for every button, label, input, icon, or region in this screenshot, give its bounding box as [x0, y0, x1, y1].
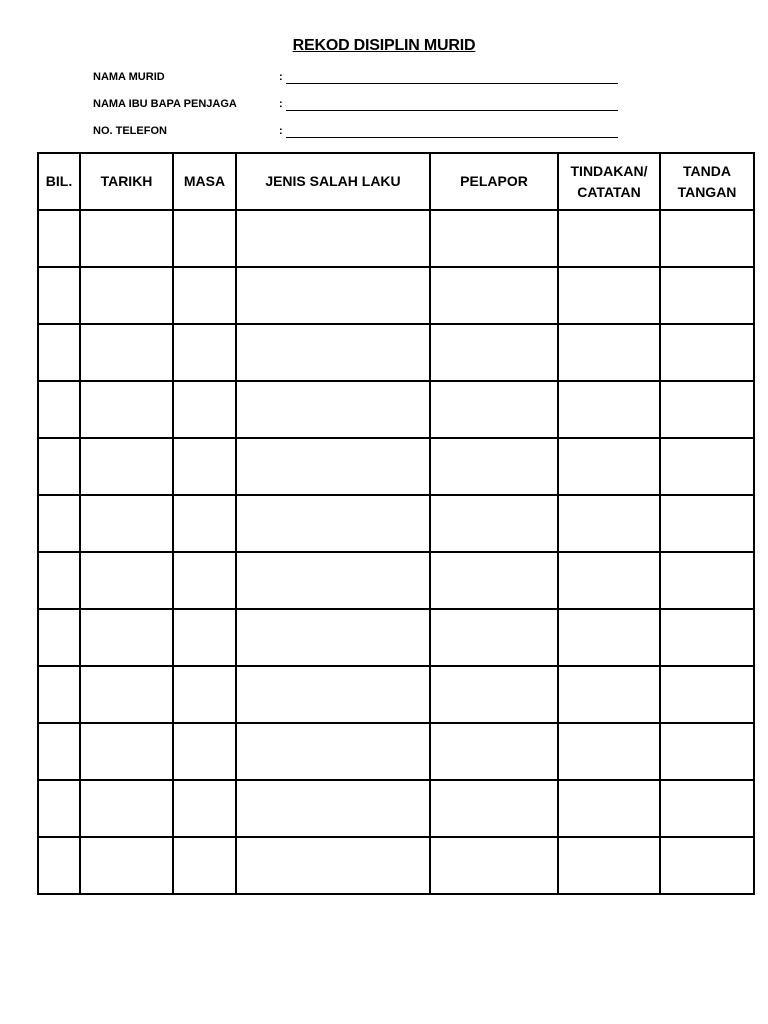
cell-bil[interactable]	[38, 495, 80, 552]
cell-bil[interactable]	[38, 267, 80, 324]
cell-bil[interactable]	[38, 438, 80, 495]
header-tanda-line1: TANDA	[683, 162, 731, 179]
table-row	[38, 267, 754, 324]
table-row	[38, 552, 754, 609]
cell-pelapor[interactable]	[430, 324, 558, 381]
cell-jenis-salah-laku[interactable]	[236, 552, 430, 609]
cell-pelapor[interactable]	[430, 780, 558, 837]
cell-bil[interactable]	[38, 552, 80, 609]
cell-pelapor[interactable]	[430, 609, 558, 666]
cell-masa[interactable]	[173, 666, 236, 723]
info-label-nama-murid: NAMA MURID	[93, 71, 165, 83]
cell-masa[interactable]	[173, 381, 236, 438]
cell-bil[interactable]	[38, 837, 80, 894]
cell-pelapor[interactable]	[430, 552, 558, 609]
nama-ibu-bapa-field-line[interactable]	[286, 110, 618, 111]
cell-jenis-salah-laku[interactable]	[236, 780, 430, 837]
header-pelapor: PELAPOR	[430, 153, 558, 210]
header-tanda-tangan	[660, 153, 754, 210]
cell-masa[interactable]	[173, 495, 236, 552]
cell-pelapor[interactable]	[430, 267, 558, 324]
cell-jenis-salah-laku[interactable]	[236, 324, 430, 381]
header-tindakan-line1: TINDAKAN/	[570, 162, 648, 179]
discipline-record-table	[37, 152, 755, 895]
cell-tanda-tangan[interactable]	[660, 324, 754, 381]
cell-masa[interactable]	[173, 780, 236, 837]
table-row	[38, 324, 754, 381]
table-row	[38, 723, 754, 780]
cell-tindakan-catatan[interactable]	[558, 495, 660, 552]
table-row	[38, 381, 754, 438]
cell-pelapor[interactable]	[430, 381, 558, 438]
table-row	[38, 210, 754, 267]
cell-tindakan-catatan[interactable]	[558, 837, 660, 894]
cell-pelapor[interactable]	[430, 723, 558, 780]
info-label-nama-ibu-bapa: NAMA IBU BAPA PENJAGA	[93, 98, 237, 110]
cell-jenis-salah-laku[interactable]	[236, 438, 430, 495]
info-row-nama-murid	[93, 71, 623, 87]
table-row	[38, 438, 754, 495]
cell-jenis-salah-laku[interactable]	[236, 267, 430, 324]
cell-masa[interactable]	[173, 723, 236, 780]
cell-jenis-salah-laku[interactable]	[236, 837, 430, 894]
cell-masa[interactable]	[173, 210, 236, 267]
cell-pelapor[interactable]	[430, 438, 558, 495]
document-title: REKOD DISIPLIN MURID	[292, 37, 476, 54]
table-body	[38, 210, 754, 894]
header-jenis-salah-laku: JENIS SALAH LAKU	[236, 153, 430, 210]
cell-tanda-tangan[interactable]	[660, 210, 754, 267]
header-tarikh: TARIKH	[80, 153, 173, 210]
info-row-no-telefon	[93, 125, 623, 141]
cell-tindakan-catatan[interactable]	[558, 324, 660, 381]
cell-tanda-tangan[interactable]	[660, 267, 754, 324]
cell-tarikh[interactable]	[80, 267, 173, 324]
cell-jenis-salah-laku[interactable]	[236, 723, 430, 780]
header-tindakan-line2: CATATAN	[577, 183, 641, 200]
table-row	[38, 837, 754, 894]
cell-tanda-tangan[interactable]	[660, 666, 754, 723]
cell-tindakan-catatan[interactable]	[558, 552, 660, 609]
cell-tindakan-catatan[interactable]	[558, 381, 660, 438]
table-header-row	[38, 153, 754, 210]
cell-tarikh[interactable]	[80, 210, 173, 267]
cell-bil[interactable]	[38, 210, 80, 267]
cell-tindakan-catatan[interactable]	[558, 723, 660, 780]
info-row-nama-ibu-bapa	[93, 98, 623, 114]
header-tanda-line2: TANGAN	[677, 183, 737, 200]
cell-jenis-salah-laku[interactable]	[236, 666, 430, 723]
cell-bil[interactable]	[38, 780, 80, 837]
cell-tanda-tangan[interactable]	[660, 780, 754, 837]
cell-bil[interactable]	[38, 666, 80, 723]
cell-tarikh[interactable]	[80, 609, 173, 666]
cell-tarikh[interactable]	[80, 666, 173, 723]
cell-tanda-tangan[interactable]	[660, 552, 754, 609]
cell-jenis-salah-laku[interactable]	[236, 495, 430, 552]
cell-masa[interactable]	[173, 837, 236, 894]
cell-tanda-tangan[interactable]	[660, 381, 754, 438]
header-bil: BIL.	[38, 153, 80, 210]
cell-tindakan-catatan[interactable]	[558, 780, 660, 837]
cell-bil[interactable]	[38, 381, 80, 438]
cell-bil[interactable]	[38, 723, 80, 780]
info-label-no-telefon: NO. TELEFON	[93, 125, 167, 137]
nama-murid-field-line[interactable]	[286, 83, 618, 84]
cell-tarikh[interactable]	[80, 723, 173, 780]
cell-tindakan-catatan[interactable]	[558, 210, 660, 267]
cell-tarikh[interactable]	[80, 495, 173, 552]
table-row	[38, 666, 754, 723]
cell-tarikh[interactable]	[80, 324, 173, 381]
cell-tarikh[interactable]	[80, 837, 173, 894]
cell-bil[interactable]	[38, 609, 80, 666]
cell-tindakan-catatan[interactable]	[558, 267, 660, 324]
info-colon: :	[279, 71, 283, 83]
cell-masa[interactable]	[173, 609, 236, 666]
cell-tarikh[interactable]	[80, 381, 173, 438]
cell-pelapor[interactable]	[430, 495, 558, 552]
cell-tarikh[interactable]	[80, 438, 173, 495]
cell-masa[interactable]	[173, 267, 236, 324]
cell-pelapor[interactable]	[430, 666, 558, 723]
table-row	[38, 495, 754, 552]
cell-jenis-salah-laku[interactable]	[236, 210, 430, 267]
cell-jenis-salah-laku[interactable]	[236, 609, 430, 666]
no-telefon-field-line[interactable]	[286, 137, 618, 138]
cell-tanda-tangan[interactable]	[660, 723, 754, 780]
info-colon: :	[279, 98, 283, 110]
cell-bil[interactable]	[38, 324, 80, 381]
cell-tindakan-catatan[interactable]	[558, 609, 660, 666]
cell-masa[interactable]	[173, 552, 236, 609]
header-tindakan-catatan	[558, 153, 660, 210]
cell-pelapor[interactable]	[430, 210, 558, 267]
info-colon: :	[279, 125, 283, 137]
cell-masa[interactable]	[173, 324, 236, 381]
cell-masa[interactable]	[173, 438, 236, 495]
cell-tarikh[interactable]	[80, 552, 173, 609]
table-row	[38, 780, 754, 837]
cell-tanda-tangan[interactable]	[660, 438, 754, 495]
cell-jenis-salah-laku[interactable]	[236, 381, 430, 438]
cell-tanda-tangan[interactable]	[660, 837, 754, 894]
cell-tindakan-catatan[interactable]	[558, 438, 660, 495]
table-row	[38, 609, 754, 666]
cell-tanda-tangan[interactable]	[660, 495, 754, 552]
cell-pelapor[interactable]	[430, 837, 558, 894]
cell-tanda-tangan[interactable]	[660, 609, 754, 666]
header-masa: MASA	[173, 153, 236, 210]
cell-tindakan-catatan[interactable]	[558, 666, 660, 723]
cell-tarikh[interactable]	[80, 780, 173, 837]
